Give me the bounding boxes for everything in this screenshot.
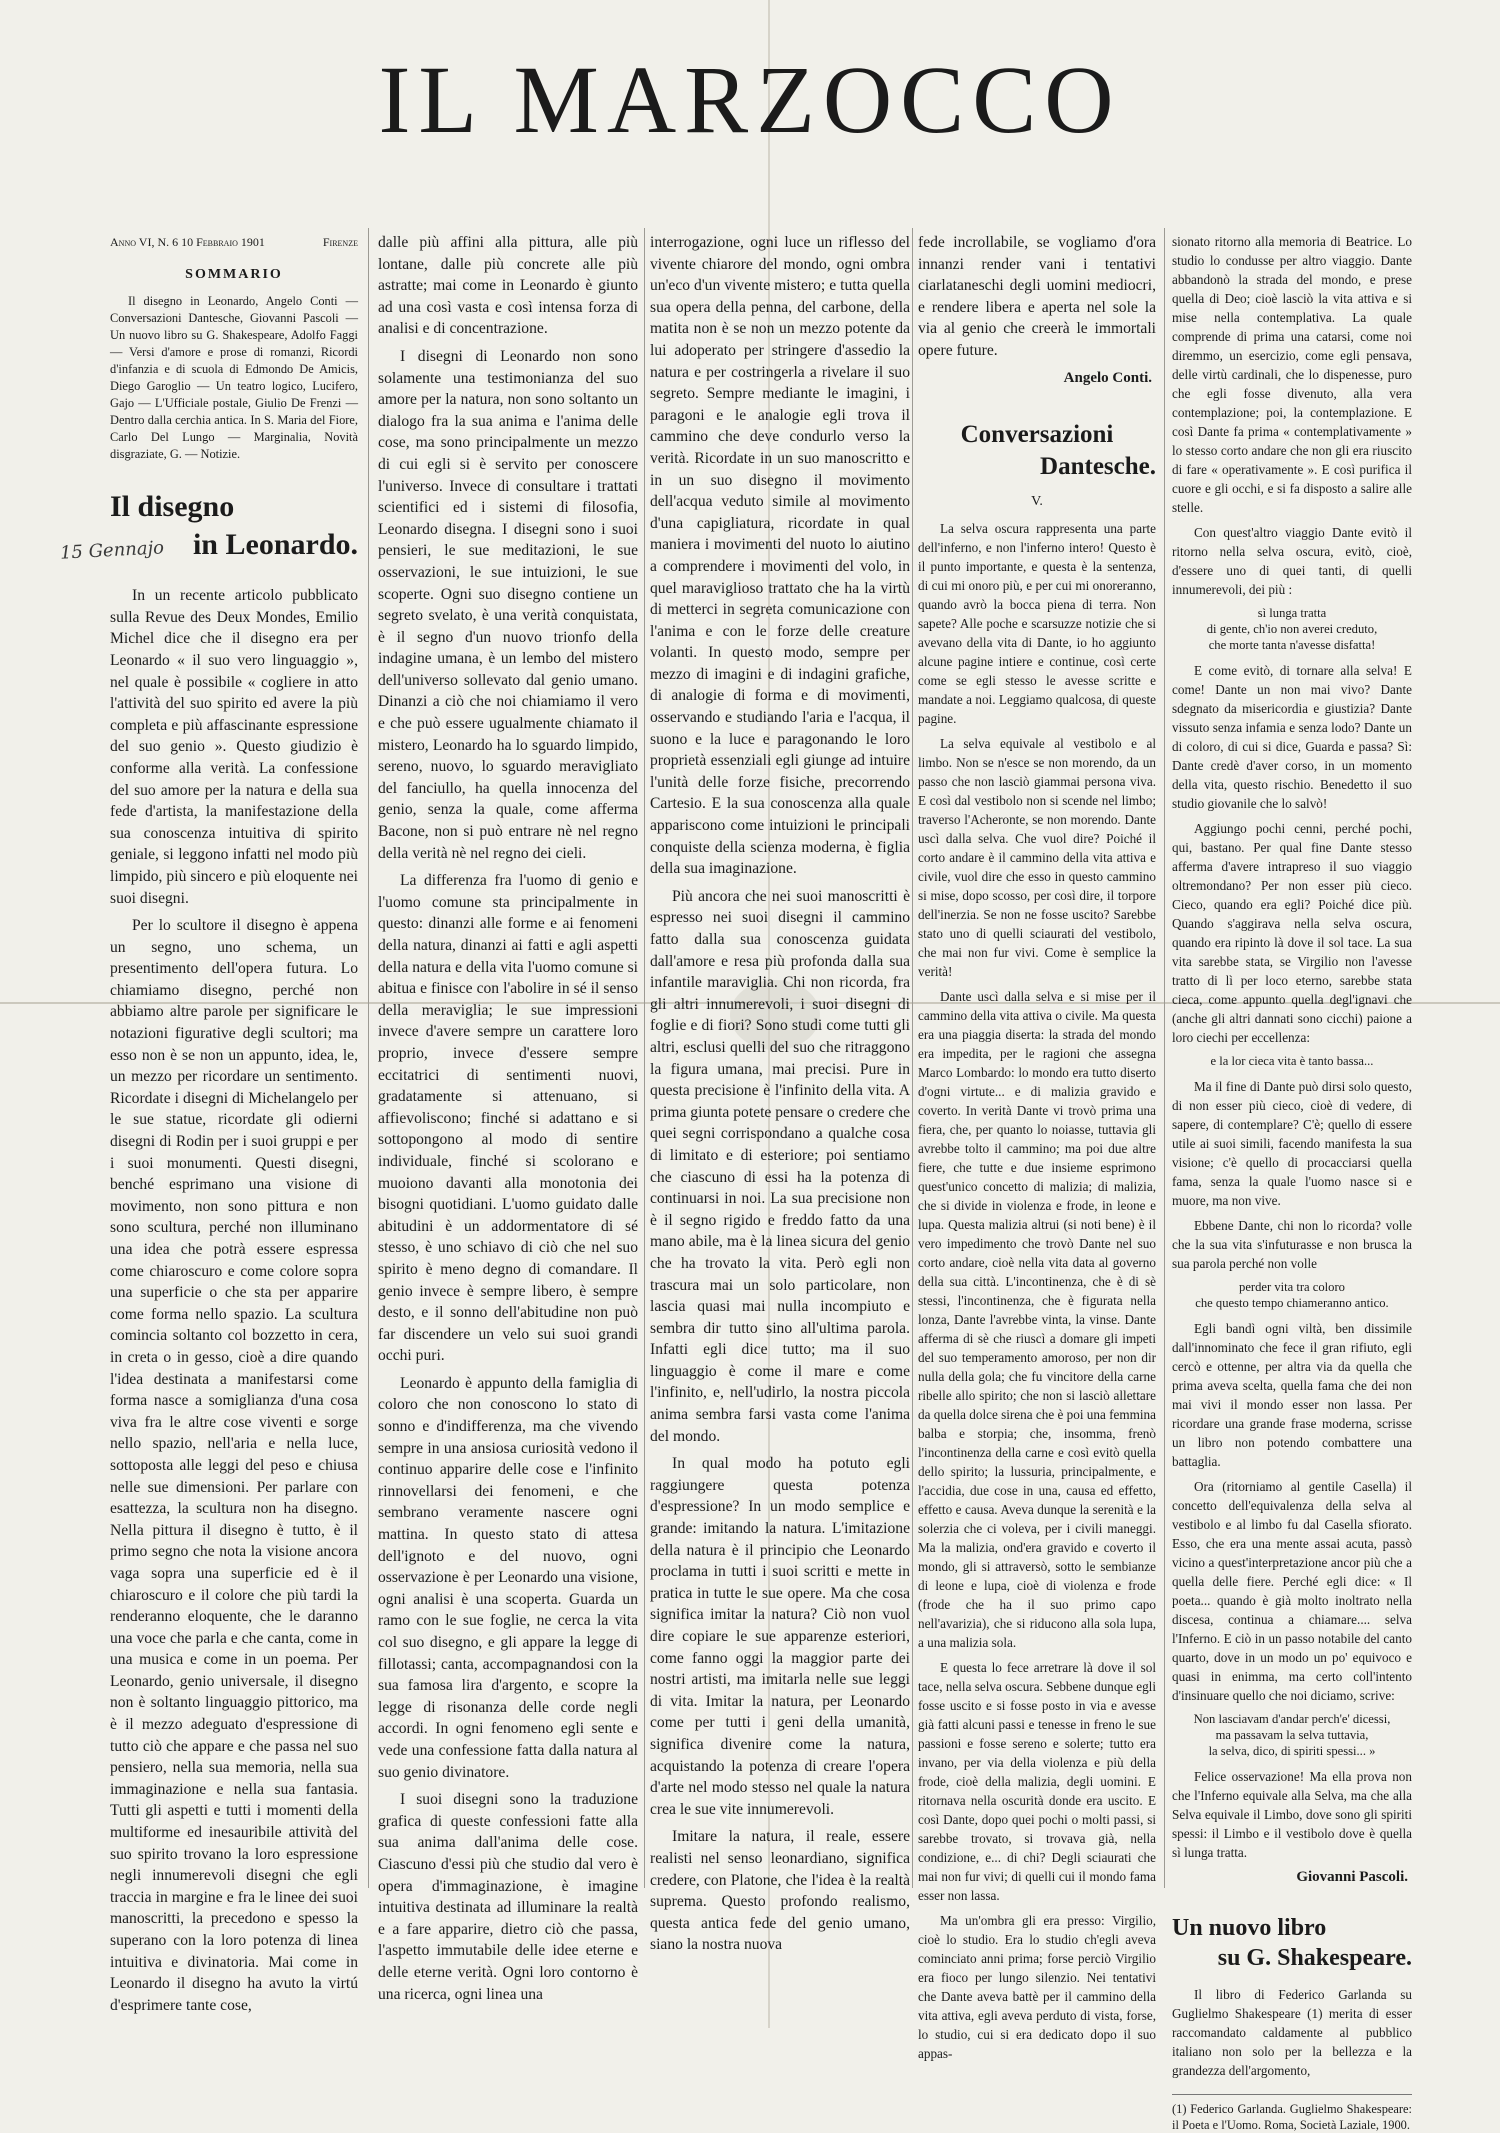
paragraph: Egli bandì ogni viltà, ben dissimile dall'innominato che fece il gran rifiuto, egli cercò e ottenne, per altra via da quella che prima aveva scelta, quella fama che dei non mai vivi il mondo esser non lassa. Per ricordare una grande frase moderna, scrisse un libro non potendo combattere una battaglia.	[1172, 1321, 1412, 1469]
verse-quote	[1172, 1279, 1412, 1311]
verse-quote	[1172, 1711, 1412, 1759]
paragraph: In qual modo ha potuto egli raggiungere questa potenza d'espressione? In un modo semplice e grande: imitando la natura. L'imitazione della natura è il principio che Leonardo proclama in tutti i suoi scritti e mette in pratica in tutte le sue opere. Ma che cosa significa imitar la natura? Ciò non vuol dire copiare le sue apparenze esteriori, come fanno oggi la maggior parte dei nostri artisti, ma imitarla nelle sue leggi di vita. Imitar la natura, per Leonardo come per tutti i geni della umanità, significa divenire come la natura, acquistando la potenza di creare l'opera d'arte nel modo stesso nel quale la natura crea le sue vite innumerevoli.	[650, 1455, 910, 1818]
author-signature: Angelo Conti.	[1063, 369, 1152, 386]
paragraph: Con quest'altro viaggio Dante evitò il ritorno nella selva oscura, evitò, cioè, d'essere uno di quei tanti, di quelli innumerevoli, dei più :	[1172, 525, 1412, 597]
issue-line	[110, 232, 358, 254]
paragraph: Ma il fine di Dante può dirsi solo questo, di non esser più cieco, cioè di vedere, di sapere, di contemplare? C'è; quello di essere utile ai suoi simili, facendo manifesta la sua visione; c'è quello di procacciarsi quella fama, senza la quale l'uomo nasce si e muore, ma non vive.	[1172, 1079, 1412, 1208]
paragraph: interrogazione, ogni luce un riflesso del vivente chiarore del mondo, ogni ombra un'eco d'un vivente mistero; e tutta quella sua opera della penna, del carbone, della matita non è se non un mezzo potente da lui adoperato per stringere d'assedio la natura e per costringerla a rivelare il suo segreto. Sempre mediante le imagini, i paragoni e le analogie egli trova il cammino che deve condurlo verso la verità. Ricordate in un suo manoscritto e in un suo disegno il movimento dell'acqua veduto simile al movimento d'una capigliatura, ricordate in qual maniera i movimenti del nuoto lo aiutino a comprendere i movimenti del volo, in quel maraviglioso trattato che ha la virtù di metterci in segreta comunicazione con l'anima e con le forze delle creature volanti. In questo modo, sempre per mezzo di imagini e di indagini grafiche, di analogie di forma e di movimenti, osservando e studiando l'aria e l'acqua, il suono e la luce e paragonando le loro proprietà essenziali egli giunge ad intuire l'unità delle forze fisiche, precorrendo Cartesio. E la sua conoscenza alla quale appariscono come intuizioni le principali conquiste della scienza moderna, è figlia della sua imaginazione.	[650, 234, 910, 878]
verse-line: che morte tanta n'avesse disfatta!	[1208, 638, 1376, 652]
column-2	[378, 232, 638, 2003]
column-rule	[368, 228, 369, 1888]
article-title: Conversazioni	[960, 421, 1114, 449]
verse-line: sì lunga tratta	[1257, 606, 1327, 620]
article-title: Il disegno	[110, 490, 235, 524]
column-rule	[1164, 228, 1165, 1888]
column-1	[110, 232, 358, 2014]
section-number: V.	[1031, 494, 1043, 510]
column-rule	[644, 228, 645, 1888]
paragraph: Ma un'ombra gli era presso: Virgilio, cioè lo studio. Era lo studio ch'egli aveva cominciato anni prima; forse perciò Virgilio era fioco per lungo silenzio. Nei tentativi che Dante aveva battè per il cammino della vita attiva, egli aveva perduto di vista, forse, lo studio, cui si era dedicato dopo il suo appas-	[918, 1912, 1156, 2061]
paragraph: Dante uscì dalla selva e si mise per il cammino della vita attiva o civile. Ma questa era una piaggia diserta: la strada del mondo era impedita, per le ragioni che assegna Marco Lombardo: lo mondo era tutto diserto d'ogni virtute... e di malizia gravido e coverto. In verità Dante vi trovò prima una fiera, che, per quanto lo noiasse, tuttavia gli avrebbe tolto il cammino; ma poi due altre fiere, che tutte e due insieme esprimono quest'unico concetto di malizia; di malizia, che si divide in violenza e frode, in leone e lupa. Questa malizia altrui (si noti bene) è il vero impedimento che trovò Dante nel suo corto andare, cioè nella vita data al governo della sua città. L'incontinenza, che è di sè stessi, l'incontinenza, che è figurata nella lonza, Dante l'avrebbe vinta, la vinse. Dante afferma di sè che riuscì a domare gli impeti del suo temperamento amoroso, per non dir nulla della gola; che fu vincitore della carne ribelle allo spirito; che non si lasciò allettare da quella dolce sirena che è poi una femmina balba e storpia; che, insomma, frenò l'incontinenza della carne e così evitò quella dello spirito; la lussuria, principalmente, e l'accidia, due cose in una, causa ed effetto, effetto e causa. Aveva dunque la serenità e la solerzia che ci voleva, per i civili maneggi. Ma la malizia, ond'era gravido e coverto il mondo, gli si attraversò, sotto le sembianze di leone e lupa, cioè di violenza e frode (frode che ha il suo primo capo nell'avarizia), che si riducono alla sola lupa, a una malizia sola.	[918, 988, 1157, 1650]
handwritten-note: 15 Gennajo	[59, 537, 165, 564]
column-5	[1172, 232, 1412, 2132]
article-title: in Leonardo.	[192, 528, 358, 562]
paragraph: La selva equivale al vestibolo e al limbo. Non se n'esce se non morendo, da un passo che non lasciò giammai persona viva. E così dal vestibolo non si scende nel limbo; traverso l'Acheronte, se non morendo. Dante uscì dalla selva. Che vuol dire? Poiché il corto andare è il cammino della vita attiva e civile, vuol dire che esso in questo cammino si mise, dopo scosso, per così dire, il torpore dell'inerzia. Se non ne fosse uscito? Sarebbe stato uno di quelli sciaurati del vestibolo, che mai non fur vivi. Come è semplice la verità!	[918, 735, 1156, 979]
verse-quote	[1172, 1053, 1412, 1069]
verse-line: ma passavam la selva tuttavia,	[1215, 1728, 1369, 1742]
footnote: (1) Federico Garlanda. Guglielmo Shakespeare: il Poeta e l'Uomo. Roma, Società Laziale, 1900.	[1172, 2094, 1412, 2133]
masthead-title: IL MARZOCCO	[378, 46, 1122, 153]
paragraph: I disegni di Leonardo non sono solamente una testimonianza del suo amore per la natura, non sono soltanto un dialogo fra la sua anima e l'anima delle cose, ma sono principalmente un mezzo di cui egli si è servito per conoscere l'universo. Invece di consultare i trattati scientifici ed i sistemi di filosofia, Leonardo disegna. I disegni sono i suoi pensieri, le sue meditazioni, le sue osservazioni, le sue intuizioni, le sue scoperte. Ogni suo disegno contiene un segreto svelato, è una verità conquistata, è il segno d'un nuovo trionfo della indagine umana, è un lembo del mistero dell'universo sollevato dal genio umano. Dinanzi a ciò che noi chiamiamo il vero e che può essere ugualmente chiamato il mistero, Leonardo ha lo sguardo limpido, sereno, nuovo, lo sguardo meravigliato del fanciullo, ha quella innocenza del genio, senza la quale, come afferma Bacone, non si può entrare nè nel regno della verità nè nel regno dei cieli.	[378, 347, 638, 862]
sommario-text: Il disegno in Leonardo, Angelo Conti — Conversazioni Dantesche, Giovanni Pascoli — Un nuovo libro su G. Shakespeare, Adolfo Faggi — Versi d'amore e prose di romanzi, Ricordi d'infanzia e di scuola di Edmondo De Amicis, Diego Garoglio — Un teatro logico, Lucifero, Gajo — L'Ufficiale postale, Giulio De Frenzi — Dentro dalla cerchia antica. In S. Maria del Fiore, Carlo Del Lungo — Marginalia, Novità disgraziate, G. — Notizie.	[110, 294, 358, 462]
verse-line: e la lor cieca vita è tanto bassa...	[1210, 1054, 1374, 1068]
issue-number: Anno VI, N. 6 10 Febbraio 1901	[110, 235, 265, 249]
paragraph: I suoi disegni sono la traduzione grafica di queste confessioni fatte alla sua anima dall'anima delle cose. Ciascuno d'essi più che studio dal vero è opera d'immaginazione, è imagine intuitiva destinata ad illuminare la realtà e a fare apparire, dietro ciò che passa, l'aspetto immutabile delle idee eterne e delle eterne verità. Ogni loro contorno è una ricerca, ogni linea una	[378, 1791, 638, 2003]
verse-line: che questo tempo chiameranno antico.	[1195, 1296, 1389, 1310]
verse-line: perder vita tra coloro	[1239, 1280, 1345, 1294]
paragraph: E come evitò, di tornare alla selva! E come! Dante un non mai vivo? Dante sdegnato da misericordia e giustizia? Dante vissuto senza infamia e senza lodo? Dante un di coloro, di cui si dice, Guarda e passa? Sì: Dante credè d'aver corso, in un momento della vita, questo rischio. Benedetto il suo studio giovanile che lo salvò!	[1172, 663, 1412, 811]
article-title: su G. Shakespeare.	[1217, 1945, 1412, 1971]
paragraph: Per lo scultore il disegno è appena un segno, uno schema, un presentimento dell'opera futura. Lo chiamiamo disegno, perché non abbiamo altre parole per significare le notazioni figurative degli scultori; ma esso non è se non un appunto, idea, le, un mezzo per ricordare un sentimento. Ricordate i disegni di Michelangelo per le sue statue, ricordate gli odierni disegni di Rodin per i suoi gruppi e per i suoi monumenti. Questi disegni, benché esprimano una visione di movimento, non sono pittura e non sono scultura, perché non illuminano una idea che potrà essere espressa come chiaroscuro e come colore sopra una superficie o che sta per apparire come forma nello spazio. La scultura comincia soltanto col bozzetto in cera, in creta o in gesso, cioè a dire quando l'idea destinata a manifestarsi come forma nasce a somiglianza d'una cosa viva fra le altre cose viventi e sorge nello spazio, nell'aria e nella luce, sottoposta alle leggi del peso e chiusa nelle sue dimensioni. Per parlare con esattezza, la scultura non ha disegno. Nella pittura il disegno è tutto, è il primo segno che nota la visione ancora vaga sopra una superficie ed è il chiaroscuro e il colore che più tardi la renderanno eloquente, che le daranno una voce che parla e che canta, come in una musica e come in un poema. Per Leonardo, genio universale, il disegno non è soltanto linguaggio pittorico, ma è il mezzo adeguato d'espressione di tutto ciò che appare e che passa nel suo pensiero, nella sua memoria, nella sua immaginazione e nella sua fantasia. Tutti gli aspetti e tutti i momenti della multiforme ed inesauribile attività del suo spirito trovano la loro espressione negli innumerevoli disegni che egli traccia in margine e fra le linee dei suoi manoscritti, la precedono e spesso la superano con la loro potenza di linea intuitiva e divinatoria. Mai come in Leonardo il disegno ha avuto la virtú d'esprimere tante cose,	[110, 917, 358, 2014]
paragraph: Ora (ritorniamo al gentile Casella) il concetto dell'equivalenza della selva al vestibolo e al limbo fu dal Casella sfiorato. Esso, che era una mente assai acuta, passò vicino a quest'interpretazione ancor più che a quella delle fiere. Perché egli dice: « Il poeta... quando è già molto inoltrato nella discesa, continua a chiamare.... selva l'Inferno. E ciò in un passo notabile del canto quarto, dove in un modo un po' equivoco e quasi in enimma, ma certo coll'intento d'insinuare quello che noi diciamo, scrive:	[1172, 1479, 1412, 1703]
verse-quote	[1172, 605, 1412, 653]
sommario-heading: SOMMARIO	[185, 266, 283, 282]
paragraph: fede incrollabile, se vogliamo d'ora innanzi render vani i tentativi ciarlataneschi degli uomini mediocri, e rendere libera e aperta nel sole la via al genio che creerà le immortali opere future.	[918, 234, 1156, 359]
verse-line: la selva, dico, di spiriti spessi... »	[1208, 1744, 1376, 1758]
article-title: Dantesche.	[1040, 453, 1156, 481]
paragraph: La differenza fra l'uomo di genio e l'uomo comune sta principalmente in questo: dinanzi alle forme e ai fenomeni della natura, dinanzi ai fatti e agli aspetti della natura e della vita l'uomo comune si abitua e finisce con l'abolire in sé il senso della meraviglia; le sue impressioni invece d'avere sempre un carattere loro proprio, invece d'essere sempre eccitatrici di sentimenti nuovi, gradatamente si attenuano, si affievoliscono; finché si adattano e si sottopongono al modo di sentire individuale, finché si scolorano e muoiono davanti alla monotonia dei bisogni quotidiani. L'uomo guidato dalle abitudini è un addormentatore di sé stesso, è uno schiavo di ciò che nel suo spirito è meno degno di comandare. Il genio invece è sempre libero, è sempre desto, e il sonno dell'abitudine non può far discendere un velo sui suoi grandi occhi puri.	[378, 872, 638, 1365]
paragraph: Felice osservazione! Ma ella prova non che l'Inferno equivale alla Selva, ma che alla Selva equivale il Limbo, dove sono gli spiriti spessi: il Limbo e il vestibolo dove è quella sì lunga tratta.	[1172, 1769, 1412, 1860]
column-3	[650, 232, 910, 1972]
column-rule	[912, 228, 913, 1888]
paragraph: Il libro di Federico Garlanda su Guglielmo Shakespeare (1) merita di esser raccomandato caldamente al pubblico italiano non solo per la bellezza e la grandezza dell'argomento,	[1172, 1987, 1412, 2078]
paragraph: Imitare la natura, il reale, essere realisti nel senso leonardiano, significa credere, con Platone, che l'idea è la realtà suprema. Questo profondo realismo, questa antica fede del genio umano, siano la nostra nuova	[650, 1828, 910, 1954]
paragraph: Più ancora che nei suoi manoscritti è espresso nei suoi disegni il cammino fatto dalla sua conoscenza guidata dall'amore e resa più profonda dalla sua infantile maraviglia. Chi non ricorda, fra gli altri innumerevoli, i suoi disegni di foglie e di fiori? Sono studi come tutti gli altri, esclusi quelli del suo che ritraggono la figura umana, mai precisi. Pure in questa precisione è l'infinito della vita. A prima giunta potete pensare o credere che quei segni corrispondano a qualche cosa di limitato e di esteriore; poi sentiamo che ciascuno di essi ha la potenza di continuarsi in noi. La sua precisione non è il segno rigido e freddo fatto da una mano abile, ma è la linea sicura del genio che ha trovato la vita. Però egli non trascura mai un solo particolare, non lascia quasi mai nulla incompiuto e sembra dir tutto sino all'ultima parola. Infatti egli dice tutto; ma il suo linguaggio è come il mare e come l'infinito, e, nell'udirlo, la nostra piccola anima sembra farsi vasta come l'anima del mondo.	[650, 887, 910, 1445]
verse-line: di gente, ch'io non averei creduto,	[1206, 622, 1378, 636]
paragraph: Leonardo è appunto della famiglia di coloro che non conoscono lo stato di sonno e d'indifferenza, ma che vivendo sempre in una ansiosa curiosità vedono il continuo apparire delle cose e l'infinito rinnovellarsi dei fenomeni, e che sembrano veramente nascere ogni mattina. In questo stato di attesa dell'ignoto e del nuovo, ogni osservazione è per Leonardo una visione, ogni analisi è una scoperta. Guarda un ramo con le sue foglie, ne cerca la vita col suo disegno, e gli appare la legge di fillotassi; canta, accompagnandosi con la sua famosa lira d'argento, e scopre la legge di risonanza delle corde negli accordi. In ogni fenomeno egli sente e vede una confessione fatta dalla natura al suo genio divinatore.	[378, 1374, 638, 1781]
column-4	[918, 232, 1157, 2061]
sommario-list	[110, 293, 358, 463]
paragraph: Ebbene Dante, chi non lo ricorda? volle che la sua vita s'infuturasse e non brusca la sua parola perché non volle	[1172, 1218, 1412, 1271]
paragraph: Aggiungo pochi cenni, perché pochi, qui, bastano. Per qual fine Dante stesso afferma d'avere intrapreso il suo viaggio oltremondano? Per non esser più cieco. Cieco, quando era egli? Poiché dice più. Quando s'aggirava nella selva oscura, quando era ripinto là dove il sol tace. La sua vita sarebbe stata, se Virgilio non l'avesse tratto di lì per loco eterno, sarebbe stata cieca, come appunto quella degl'ignavi che (anche gli altri dannati sono cicchi) paione a loro ciechi per eccellenza:	[1172, 821, 1412, 1045]
article-title: Un nuovo libro	[1172, 1915, 1327, 1941]
paragraph: dalle più affini alla pittura, alle più lontane, dalle più concrete alle più astratte; mai come in Leonardo è giunto ad una così vasta e così intensa forza di analisi e di concentrazione.	[378, 234, 638, 338]
paragraph: E questa lo fece arretrare là dove il sol tace, nella selva oscura. Sebbene dunque egli fosse uscito e si fosse posto in via e avesse già fatti alcuni passi e tenesse in freno le sue passioni e fosse sereno e solerte; tutto era invano, per via della violenza e più della frode, cioè della malizia, degli uomini. E ritornava nella oscurità donde era uscito. E così Dante, dopo quei pochi o molti passi, si sarebbe trovato, si trovava già, nella condizione, e... di chi? Degli sciaurati che mai non fur vivi; di quelli cui il mondo fama esser non lassa.	[918, 1659, 1157, 1903]
paragraph: sionato ritorno alla memoria di Beatrice. Lo studio lo condusse per altro viaggio. Dante abbandonò la strada del mondo, e prese quella di Deo; cioè lasciò la vita attiva e si mise nella contemplativa. La quale comprende di prima una catarsi, come noi diremmo, un esercizio, come egli pensava, delle virtù cardinali, che lo dispenesse, puro che egli fosse divenuto, alla vera contemplazione; poi, la contemplazione. E così Dante fa prima « contemplativamente » lo stesso corto andare che non gli era riuscito di fare « operativamente ». E così purifica il cuore e gli occhi, e si fa disposto a salire alle stelle.	[1172, 234, 1412, 515]
verse-line: Non lasciavam d'andar perch'e' dicessi,	[1193, 1712, 1391, 1726]
paragraph: La selva oscura rappresenta una parte dell'inferno, e non l'inferno intero! Questo è il punto importante, e questa è la sentenza, di cui mi onoro più, e per cui mi onoreranno, quando avrò la bocca piena di terra. Non sapete? Alle poche e scarsuzze notizie che si avevano della vita di Dante, io ho aggiunto alcune pagine intiere e continue, così certe come se egli stesso le avesse scritte e mandate a noi. Leggiamo qualcosa, di queste pagine.	[918, 520, 1156, 726]
issue-city: Firenze	[322, 235, 358, 249]
author-signature: Giovanni Pascoli.	[1296, 1869, 1408, 1885]
paragraph: In un recente articolo pubblicato sulla Revue des Deux Mondes, Emilio Michel dice che il disegno era per Leonardo « il suo vero linguaggio », nel quale è possibile « cogliere in atto l'attività del suo spirito ed avere la più completa e più affascinante espressione del suo genio ». Questo giudizio è conforme alla verità. La confessione del suo amore per la natura e della sua fede d'artista, la manifestazione della sua conoscenza intuitiva di spirito geniale, si leggono infatti nel modo più limpido, più sincero e più eloquente nei suoi disegni.	[110, 587, 358, 907]
